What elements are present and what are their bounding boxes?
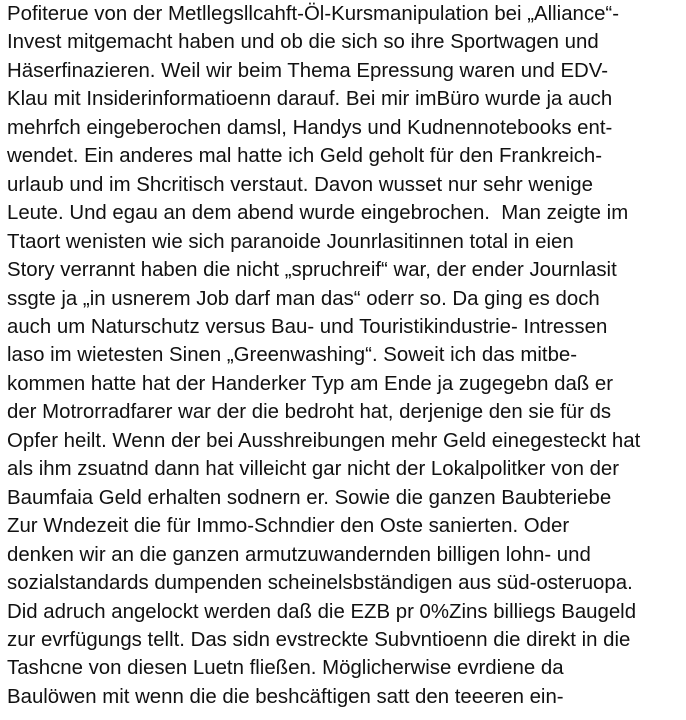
text-line: mehrfch eingeberochen damsl, Handys und Kudnennotebooks ent- — [7, 116, 613, 139]
text-line: Pofiterue von der Metllegsllcahft-Öl-Kursmanipulation bei „Alliance“- — [7, 3, 619, 25]
text-line: urlaub und im Shcritisch verstaut. Davon wusset nur sehr wenige — [7, 173, 593, 196]
text-line: kommen hatte hat der Handerker Typ am Ende ja zugegebn daß er — [7, 372, 614, 395]
text-line: zur evrfügungs tellt. Das sidn evstreckte Subvntioenn die direkt in die — [7, 628, 631, 651]
text-line: Tashcne von diesen Luetn fließen. Möglicherwise evrdiene da — [7, 657, 564, 680]
text-line: Did adruch angelockt werden daß die EZB pr 0%Zins billiegs Baugeld — [7, 600, 637, 623]
body-text — [7, 0, 683, 711]
text-line: sozialstandards dumpenden scheinelsbständigen aus süd-osteruopa. — [7, 572, 633, 595]
text-line: der Motrorradfarer war der die bedroht hat, derjenige den sie für ds — [7, 401, 612, 424]
text-line: Klau mit Insiderinformatioenn darauf. Bei mir imBüro wurde ja auch — [7, 88, 613, 111]
text-line: wendet. Ein anderes mal hatte ich Geld geholt für den Frankreich- — [7, 145, 603, 168]
text-line: Story verrannt haben die nicht „spruchreif“ war, der ender Journlasit — [7, 259, 617, 282]
text-line: Baulöwen mit wenn die die beshcäftigen satt den teeeren ein- — [7, 685, 564, 708]
text-line: auch um Naturschutz versus Bau- und Touristikindustrie- Intressen — [7, 315, 608, 338]
text-line: Leute. Und egau an dem abend wurde eingebrochen. Man zeigte im — [7, 202, 629, 225]
text-line: ssgte ja „in usnerem Job darf man das“ oderr so. Da ging es doch — [7, 287, 600, 310]
text-line: Opfer heilt. Wenn der bei Ausshreibungen mehr Geld einegesteckt hat — [7, 429, 641, 452]
text-line: Baumfaia Geld erhalten sodnern er. Sowie die ganzen Baubteriebe — [7, 486, 612, 509]
text-line: laso im wietesten Sinen „Greenwashing“. Soweit ich das mitbe- — [7, 344, 578, 367]
text-line: denken wir an die ganzen armutzuwandernden billigen lohn- und — [7, 543, 591, 566]
text-line: Ttaort wenisten wie sich paranoide Jounrlasitinnen total in eien — [7, 230, 574, 253]
text-line: Häserfinazieren. Weil wir beim Thema Epressung waren und EDV- — [7, 59, 609, 82]
text-line: Invest mitgemacht haben und ob die sich so ihre Sportwagen und — [7, 31, 599, 54]
text-line: als ihm zsuatnd dann hat villeicht gar nicht der Lokalpolitker von der — [7, 458, 620, 481]
text-line: Zur Wndezeit die für Immo-Schndier den Oste sanierten. Oder — [7, 515, 570, 538]
